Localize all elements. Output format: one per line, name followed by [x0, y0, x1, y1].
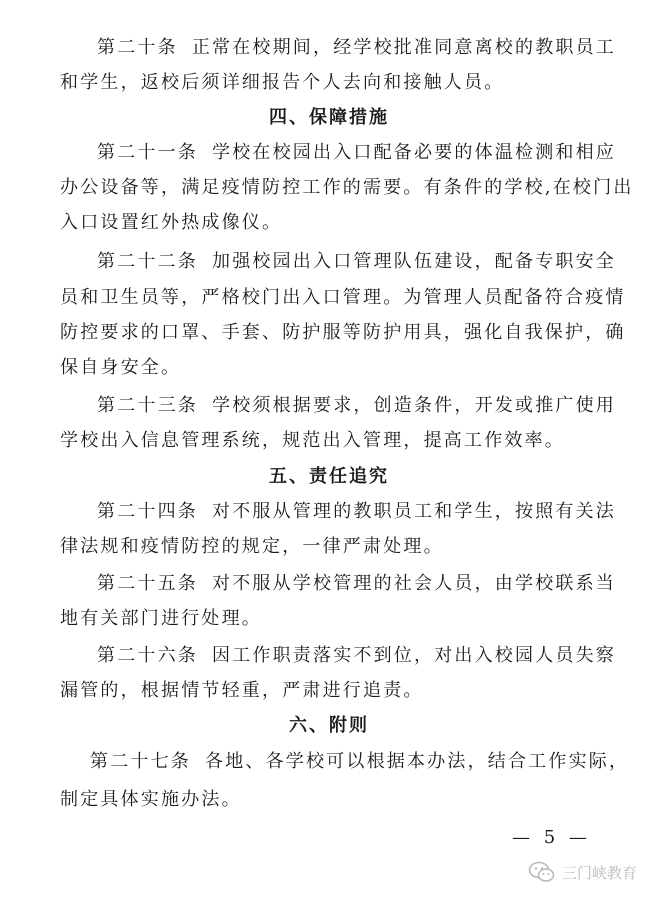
article-27-line-1 [90, 750, 629, 774]
article-22-line-3: 防控要求的口罩、手套、防护服等防护用具，强化自我保护，确 [60, 322, 626, 343]
source-watermark [528, 860, 637, 884]
article-22-line-4: 保自身安全。 [60, 357, 182, 378]
watermark-text: 三门峡教育 [562, 863, 638, 882]
article-22-line-1 [97, 250, 616, 274]
article-22-text-1: 加强校园出入口管理队伍建设，配备专职安全 [212, 251, 616, 272]
article-25-line-1 [97, 572, 616, 596]
article-24-line-2: 律法规和疫情防控的规定，一律严肃处理。 [60, 536, 444, 557]
article-23-text-1: 学校须根据要求，创造条件，开发或推广使用 [212, 395, 616, 416]
article-27-text-1: 各地、各学校可以根据本办法，结合工作实际， [205, 751, 630, 772]
article-24-number: 第二十四条 [97, 501, 198, 522]
article-21-text-1: 学校在校园出入口配备必要的体温检测和相应 [212, 142, 616, 163]
article-27-line-2: 制定具体实施办法。 [60, 789, 242, 810]
article-20-number: 第二十条 [97, 37, 178, 58]
section-6-heading: 六、附则 [289, 715, 369, 736]
article-21-line-3: 入口设置红外热成像仪。 [60, 212, 283, 233]
section-5-heading: 五、责任追究 [269, 466, 389, 487]
article-26-line-2: 漏管的，根据情节轻重，严肃进行追责。 [60, 680, 424, 701]
article-26-number: 第二十六条 [97, 645, 198, 666]
article-25-line-2: 地有关部门进行处理。 [60, 608, 262, 629]
article-20-line-2: 和学生，返校后须详细报告个人去向和接触人员。 [60, 72, 505, 93]
article-20-line-1 [97, 36, 616, 60]
article-24-line-1 [97, 500, 616, 524]
article-22-line-2: 员和卫生员等，严格校门出入口管理。为管理人员配备符合疫情 [60, 287, 626, 308]
article-23-line-2: 学校出入信息管理系统，规范出入管理，提高工作效率。 [60, 430, 565, 451]
article-20-text-1: 正常在校期间，经学校批准同意离校的教职员工 [191, 37, 617, 58]
section-4-heading: 四、保障措施 [269, 107, 389, 128]
page-number: — 5 — [512, 827, 591, 848]
article-25-number: 第二十五条 [97, 573, 198, 594]
article-26-text-1: 因工作职责落实不到位，对出入校园人员失察 [212, 645, 616, 666]
article-23-line-1 [97, 394, 616, 418]
article-21-line-1 [97, 141, 616, 165]
article-25-text-1: 对不服从学校管理的社会人员，由学校联系当 [212, 573, 616, 594]
article-24-text-1: 对不服从管理的教职员工和学生，按照有关法 [212, 501, 616, 522]
article-21-line-2: 办公设备等，满足疫情防控工作的需要。有条件的学校,在校门出 [60, 177, 634, 198]
article-27-number: 第二十七条 [90, 751, 191, 772]
article-21-number: 第二十一条 [97, 142, 198, 163]
article-26-line-1 [97, 644, 616, 668]
wechat-icon [528, 860, 556, 884]
article-22-number: 第二十二条 [97, 251, 198, 272]
article-23-number: 第二十三条 [97, 395, 198, 416]
